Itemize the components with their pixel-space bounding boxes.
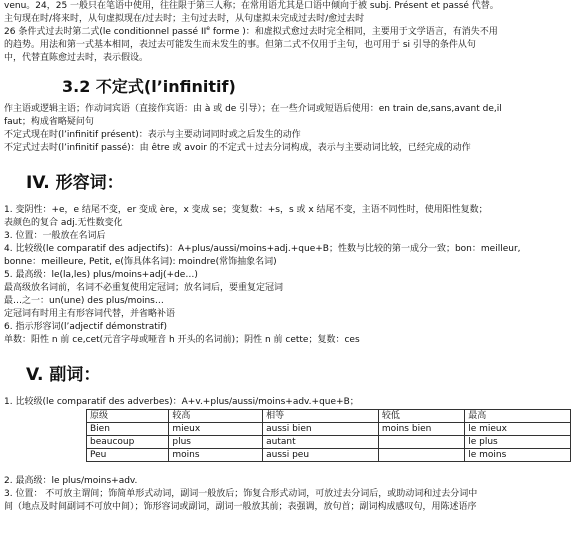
text-line: 的趋势。用法和第一式基本相同，表过去可能发生而未发生的事。但第二式不仅用于主句，也可用于 si 引导的条件从句 — [4, 40, 476, 50]
text-line: 最…之一：un(une) des plus/moins… — [4, 296, 164, 306]
text-line: 3. 位置：一般放在名词后 — [4, 231, 106, 241]
table-cell: autant — [263, 436, 379, 449]
section-3-2-heading: 3.2 不定式(l’infinitif) — [62, 77, 236, 96]
table-cell: beaucoup — [87, 436, 169, 449]
table-header-cell: 较高 — [169, 410, 263, 423]
table-cell: aussi bien — [263, 423, 379, 436]
table-cell: Peu — [87, 449, 169, 462]
text-line: 最高级放名词前，名词不必重复使用定冠词；放名词后，要重复定冠词 — [4, 283, 284, 293]
text-line: 26 条件式过去时第二式(le conditionnel passé IIe forme )：和虚拟式愈过去时完全相同，主要用于文学语言，有消失不用 — [4, 26, 498, 37]
table-header-cell: 较低 — [378, 410, 464, 423]
adjective-section — [4, 204, 571, 347]
table-header-cell: 最高 — [465, 410, 571, 423]
table-cell — [378, 449, 464, 462]
text-line: 定冠词有时用主有形容词代替，并省略补语 — [4, 309, 176, 319]
section-v-heading: V. 副词： — [26, 365, 101, 385]
text-line: faut；构成省略疑问句 — [4, 117, 94, 127]
adverb-comparison-table — [86, 409, 571, 462]
infinitive-section — [4, 103, 571, 155]
table-header-row — [87, 410, 571, 423]
text-line: 1. 变阴性：+e，e 结尾不变，er 变成 ère，x 变成 se；变复数：+s，s 或 x 结尾不变，主语不同性时，使用阳性复数； — [4, 205, 488, 215]
table-cell — [378, 436, 464, 449]
text-line: 3. 位置： 不可放主谓间；饰简单形式动词，副词一般放后；饰复合形式动词，可放过去分词后，或助动词和过去分词中 — [4, 489, 478, 499]
table-row — [87, 449, 571, 462]
text-line: 不定式过去时(l’infinitif passé)：由 être 或 avoir 的不定式＋过去分词构成，表示与主要动词比较，已经完成的动作 — [4, 143, 471, 153]
table-cell: moins bien — [378, 423, 464, 436]
table-cell: plus — [169, 436, 263, 449]
table-row — [87, 436, 571, 449]
text-line: 表颜色的复合 adj.无性数变化 — [4, 218, 123, 228]
text-line: 1. 比较级(le comparatif des adverbes)：A+v.+plus/aussi/moins+adv.+que+B； — [4, 397, 359, 407]
table-header-cell: 原级 — [87, 410, 169, 423]
table-cell: le moins — [465, 449, 571, 462]
section-iv-heading: IV. 形容词： — [26, 173, 124, 193]
top-paragraph — [4, 0, 571, 65]
table-cell: moins — [169, 449, 263, 462]
text-line: 5. 最高级：le(la,les) plus/moins+adj(+de…) — [4, 270, 198, 280]
text-line: 6. 指示形容词(l’adjectif démonstratif) — [4, 322, 167, 332]
text-line: 2. 最高级：le plus/moins+adv. — [4, 476, 138, 486]
text-line: 4. 比较级(le comparatif des adjectifs)：A+plus/aussi/moins+adj.+que+B；性数与比较的第一成分一致；bon：meilleur, — [4, 244, 521, 254]
text-line: bonne：meilleure, Petit, e(饰具体名词): moindre(常饰抽象名词) — [4, 257, 277, 267]
text-line: venu。24，25 一般只在笔语中使用，往往限于第三人称；在常用语尤其是口语中倾向于被 subj. Présent et passé 代替。 — [4, 1, 499, 11]
superscript-e: e — [206, 26, 210, 32]
table-header-cell: 相等 — [263, 410, 379, 423]
table-cell: Bien — [87, 423, 169, 436]
text-line: 主句现在时/将来时，从句虚拟现在/过去时；主句过去时，从句虚拟未完成过去时/愈过去时 — [4, 14, 365, 24]
text-line: 间（地点及时间副词不可放中间）；饰形容词或副词，副词一般放其前；表强调，放句首；副词构成感叹句，用陈述语序 — [4, 502, 477, 512]
text-line: 不定式现在时(l’infinitif présent)：表示与主要动词同时或之后发生的动作 — [4, 130, 301, 140]
table-cell: le plus — [465, 436, 571, 449]
table-row — [87, 423, 571, 436]
table-cell: mieux — [169, 423, 263, 436]
table-cell: le mieux — [465, 423, 571, 436]
adverb-section — [4, 396, 571, 514]
text-line: 中，代替直陈愈过去时，表示假设。 — [4, 53, 149, 63]
table-cell: aussi peu — [263, 449, 379, 462]
text-line: 单数：阳性 n 前 ce,cet(元音字母或哑音 h 开头的名词前)；阴性 n 前 cette；复数：ces — [4, 335, 360, 345]
text-line: 作主语或逻辑主语；作动词宾语（直接作宾语：由 à 或 de 引导）；在一些介词或短语后使用：en train de,sans,avant de,il — [4, 104, 502, 114]
